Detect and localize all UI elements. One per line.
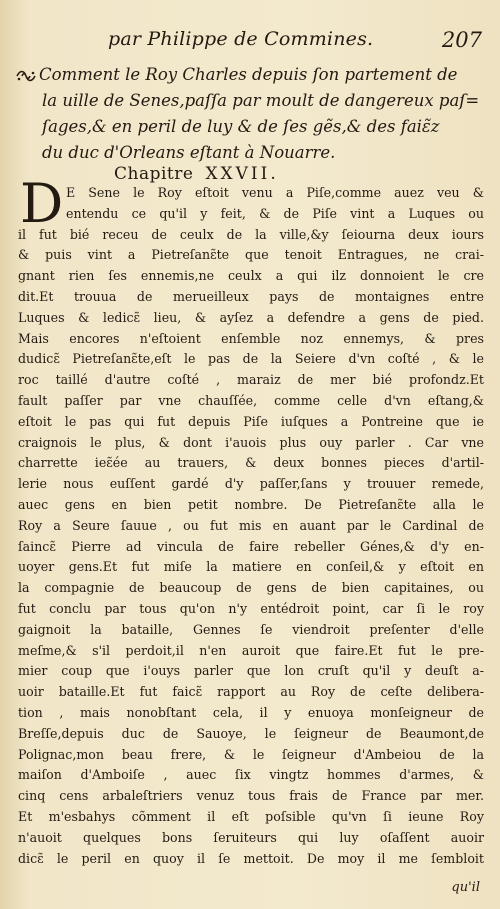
body-line: maiſon d'Amboiſe , auec ſix vingtz hommes d'armes, & [18,767,484,783]
fleuron-icon [16,69,36,83]
catchword: qu'il [451,880,480,895]
chapter-number: XXVII. [205,164,279,184]
body-line: ſaincɛ̃ Pierre ad vincula de faire rebeller Génes,& d'y en- [18,538,484,554]
body-line: cinq cens arbaleſtriers venuz tous frais de France par mer. [18,788,484,804]
body-line: gnant rien ſes ennemis,ne ceulx a qui ilz donnoient le cre [18,268,484,284]
heading-line-2: la uille de Senes,paſſa par moult de dangereux paſ= [42,91,480,110]
body-line: dit.Et trouua de merueilleux pays de montaignes entre [18,288,484,304]
body-line: Mais encores n'eſtoient enſemble noz ennemys, & pres [18,330,484,346]
body-line: mier coup que i'ouys parler que lon cruſt qu'il y deuſt a- [18,663,484,679]
chapter-label: Chapitre [114,164,194,184]
body-line: Breſſe,depuis duc de Sauoye, le ſeigneur de Beaumont,de [18,725,484,741]
body-line: n'auoit quelques bons ſeruiteurs qui luy oſaſſent auoir [18,829,484,845]
body-line: uoyer gens.Et fut miſe la matiere en conſeil,& y eſtoit en [18,559,484,575]
chapter-title [114,164,279,184]
body-line: Roy a Seure ſauue , ou fut mis en auant par le Cardinal de [18,517,484,533]
body-line: la compagnie de beaucoup de gens de bien capitaines, ou [18,580,484,596]
body-line: meſme,& s'il perdoit,il n'en auroit que faire.Et fut le pre- [18,642,484,658]
body-line: fut conclu par tous qu'on n'y entédroit point, car ſi le roy [18,600,484,616]
body-line: charrette ieɛ̃ée au trauers, & deux bonnes pieces d'artil- [18,455,484,471]
body-line: uoir bataille.Et fut faicɛ̃ rapport au Roy de ceſte delibera- [18,684,484,700]
page-number: 207 [441,28,482,52]
body-line: Et m'esbahys cõmment il eſt poſsible qu'vn ſi ieune Roy [18,808,484,824]
heading-line-4: du duc d'Orleans eſtant à Nouarre. [42,143,336,162]
body-line: eſtoit le pas qui fut depuis Piſe iuſques a Pontreine que ie [18,413,484,429]
body-line: entendu ce qu'il y feit, & de Piſe vint a Luques ou [66,205,484,221]
chapter-summary-heading [16,62,486,166]
running-head: par Philippe de Commines. [108,28,374,50]
body-line: il fut bié receu de ceulx de la ville,&y ſeiourna deux iours [18,226,484,242]
body-line: Polignac,mon beau frere, & le ſeigneur d'Ambeiou de la [18,746,484,762]
body-line: roc taillé d'autre coſté , maraiz de mer bié profondz.Et [18,372,484,388]
heading-line-1: Comment le Roy Charles depuis ſon partement de [16,62,486,88]
body-line: auec gens en bien petit nombre. De Pietreſanɛ̃te alla le [18,496,484,512]
body-line: fault paſſer par vne chauſſée, comme celle d'vn eſtang,& [18,392,484,408]
heading-line-3: ſages,& en peril de luy & de ſes gẽs,& des faiɛ̃z [42,117,440,136]
body-line: gaignoit la bataille, Gennes ſe viendroit preſenter d'elle [18,621,484,637]
body-line: lerie nous euſſent gardé d'y paſſer,ſans y trouuer remede, [18,476,484,492]
body-line: dicɛ̃ le peril en quoy il ſe mettoit. De moy il me ſembloit [18,850,484,866]
page-header [108,28,482,56]
body-line: E Sene le Roy eſtoit venu a Piſe,comme auez veu & [66,185,484,200]
drop-cap: D [20,172,64,235]
body-line: tion , mais nonobſtant cela, il y enuoya monſeigneur de [18,704,484,720]
body-line: craignois le plus, & dont i'auois plus ouy parler . Car vne [18,434,484,450]
body-line: & puis vint a Pietreſanɛ̃te que tenoit Entragues, ne crai- [18,247,484,263]
body-line: Luques & ledicɛ̃ lieu, & ayſez a defendre a gens de pied. [18,309,484,325]
body-line: dudicɛ̃ Pietreſanɛ̃te,eſt le pas de la Seiere d'vn coſté , & le [18,351,484,367]
